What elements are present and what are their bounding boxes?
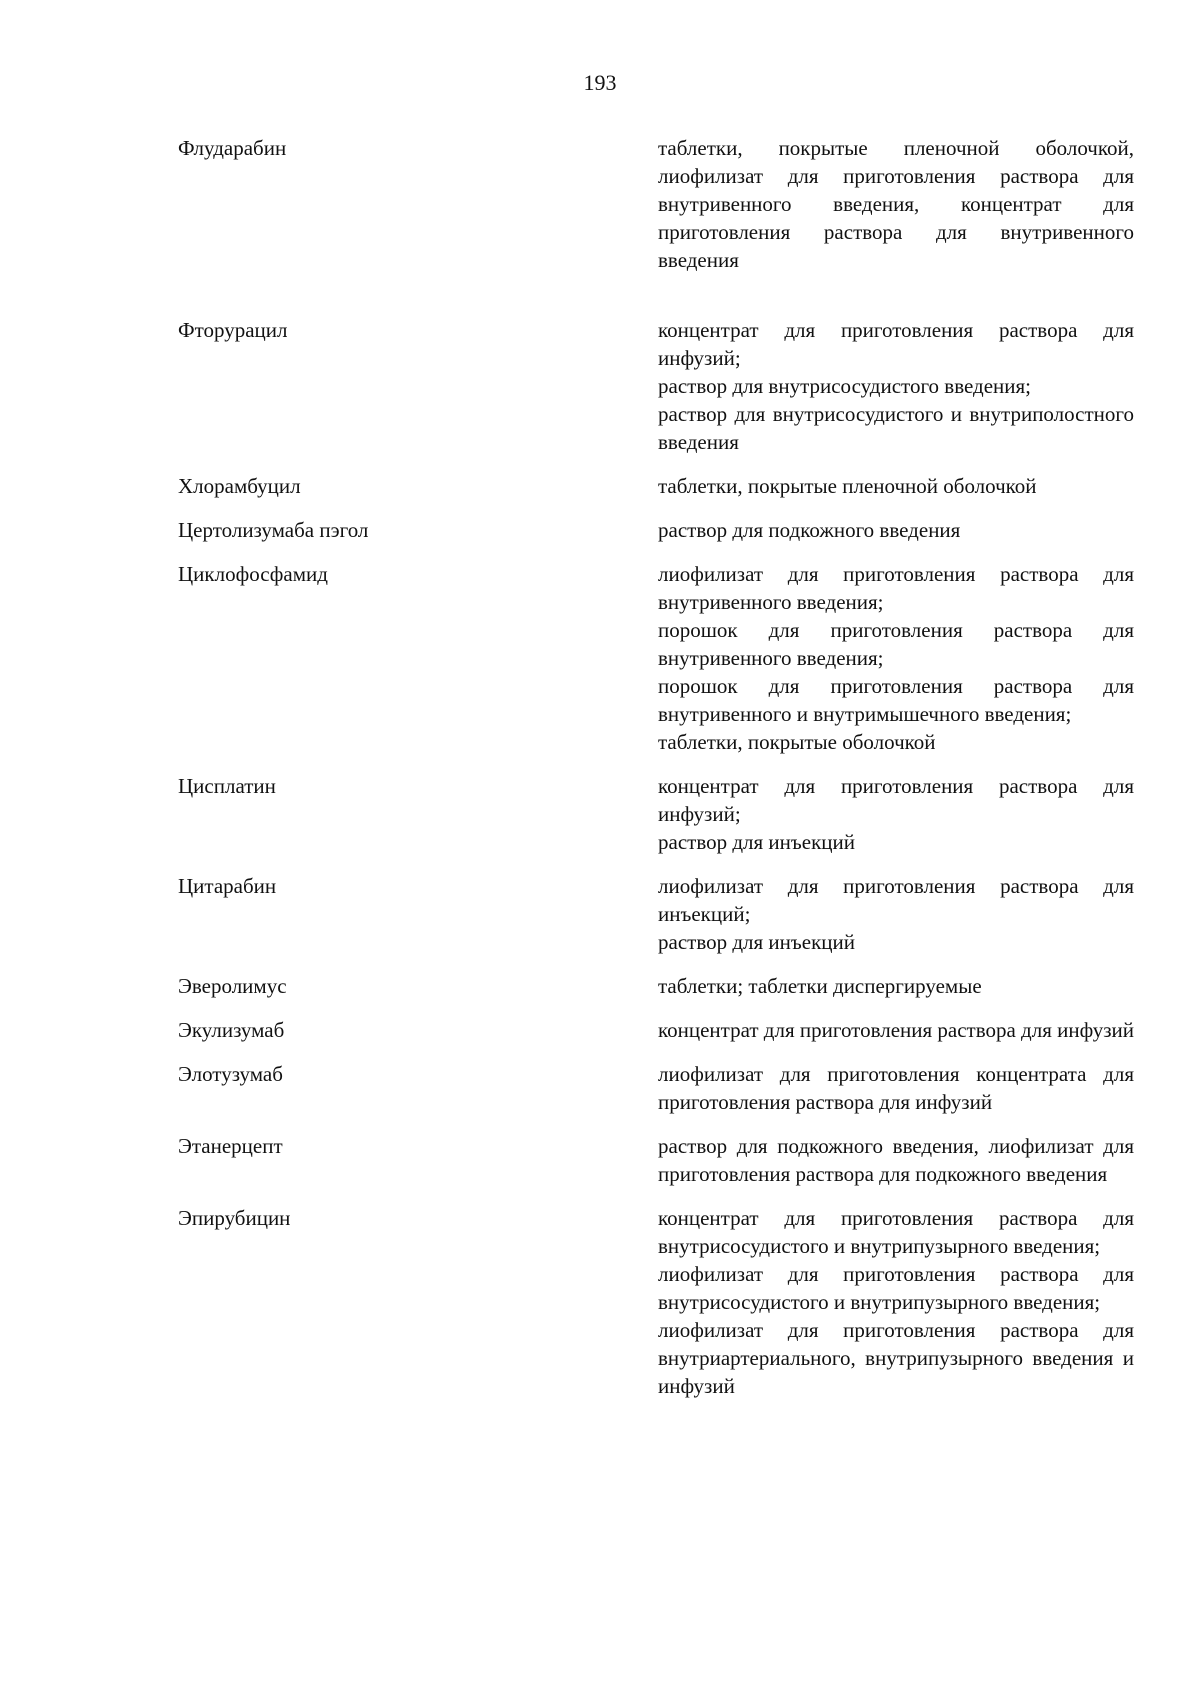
dosage-form: таблетки, покрытые пленочной оболочкой <box>658 474 1037 498</box>
drug-name: Цертолизумаба пэгол <box>178 518 369 542</box>
drug-name: Этанерцепт <box>178 1134 283 1158</box>
dosage-form: порошок для приготовления раствора для внутривенного и внутримышечного введения; <box>658 674 1134 726</box>
drug-forms <box>658 516 1134 544</box>
drug-forms <box>658 1132 1134 1188</box>
dosage-form: концентрат для приготовления раствора для внутрисосудистого и внутрипузырного введения; <box>658 1206 1134 1258</box>
drug-row <box>178 1204 1134 1400</box>
drug-forms <box>658 472 1134 500</box>
dosage-form: лиофилизат для приготовления раствора для внутривенного введения; <box>658 562 1134 614</box>
drug-row <box>178 772 1134 856</box>
drug-name: Хлорамбуцил <box>178 474 301 498</box>
drug-forms <box>658 560 1134 756</box>
dosage-form: лиофилизат для приготовления раствора для внутриартериального, внутрипузырного введения и инфузий <box>658 1318 1134 1398</box>
drug-forms <box>658 1016 1134 1044</box>
drug-forms <box>658 872 1134 956</box>
drug-name: Фторурацил <box>178 318 288 342</box>
page-number: 193 <box>583 70 617 95</box>
drug-forms <box>658 772 1134 856</box>
drug-name: Элотузумаб <box>178 1062 283 1086</box>
dosage-form: таблетки; таблетки диспергируемые <box>658 974 982 998</box>
drug-name: Эпирубицин <box>178 1206 291 1230</box>
drug-row <box>178 134 1134 274</box>
drug-row <box>178 972 1134 1000</box>
dosage-form: раствор для подкожного введения <box>658 518 961 542</box>
drug-name: Флударабин <box>178 136 287 160</box>
drug-row <box>178 1016 1134 1044</box>
dosage-form: порошок для приготовления раствора для внутривенного введения; <box>658 618 1134 670</box>
drug-row <box>178 1060 1134 1116</box>
dosage-form: раствор для подкожного введения, лиофилизат для приготовления раствора для подкожного введения <box>658 1134 1134 1186</box>
dosage-form: раствор для инъекций <box>658 930 855 954</box>
drug-row <box>178 472 1134 500</box>
dosage-form: лиофилизат для приготовления раствора для инъекций; <box>658 874 1134 926</box>
dosage-form: концентрат для приготовления раствора для инфузий; <box>658 318 1134 370</box>
drug-row <box>178 316 1134 456</box>
dosage-form: концентрат для приготовления раствора для инфузий; <box>658 774 1134 826</box>
drug-forms <box>658 316 1134 456</box>
dosage-form: таблетки, покрытые пленочной оболочкой, лиофилизат для приготовления раствора для внутривенного введения, концентрат для приготовления раствора для внутривенного введения <box>658 136 1134 272</box>
dosage-form: таблетки, покрытые оболочкой <box>658 730 936 754</box>
drug-name: Циклофосфамид <box>178 562 328 586</box>
drug-name: Цисплатин <box>178 774 276 798</box>
dosage-form: лиофилизат для приготовления концентрата для приготовления раствора для инфузий <box>658 1062 1134 1114</box>
dosage-form: раствор для инъекций <box>658 830 855 854</box>
drug-name: Цитарабин <box>178 874 277 898</box>
drug-name: Экулизумаб <box>178 1018 285 1042</box>
drug-row <box>178 1132 1134 1188</box>
drug-name: Эверолимус <box>178 974 287 998</box>
drug-row <box>178 872 1134 956</box>
drug-row <box>178 560 1134 756</box>
dosage-form: лиофилизат для приготовления раствора для внутрисосудистого и внутрипузырного введения; <box>658 1262 1134 1314</box>
dosage-form: раствор для внутрисосудистого введения; <box>658 374 1032 398</box>
drug-forms <box>658 1204 1134 1400</box>
dosage-form: раствор для внутрисосудистого и внутриполостного введения <box>658 402 1134 454</box>
drug-forms <box>658 134 1134 274</box>
drug-row <box>178 516 1134 544</box>
drug-list <box>178 134 1134 1400</box>
drug-forms <box>658 1060 1134 1116</box>
dosage-form: концентрат для приготовления раствора для инфузий <box>658 1018 1134 1042</box>
drug-forms <box>658 972 1134 1000</box>
